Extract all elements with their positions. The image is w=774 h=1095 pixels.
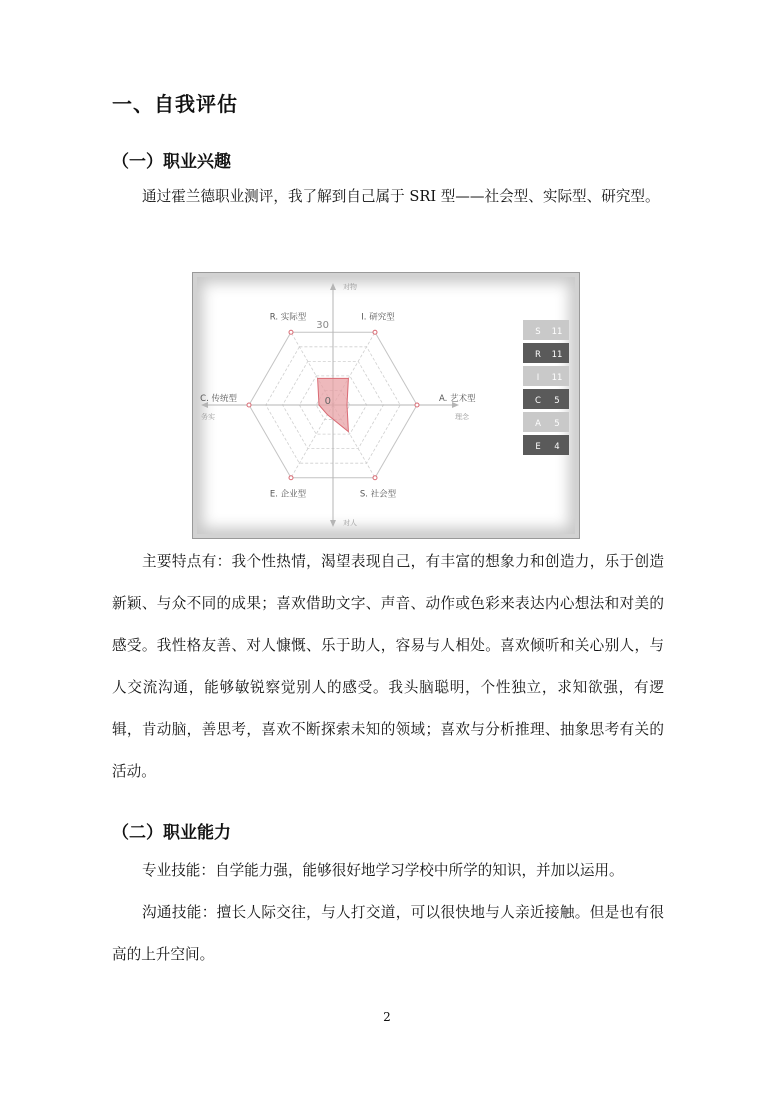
holland-radar-figure — [192, 272, 580, 539]
paragraph-communication-skill: 沟通技能：擅长人际交往，与人打交道，可以很快地与人亲近接触。但是也有很高的上升空间。 — [112, 904, 664, 963]
section-title-ability: （二）职业能力 — [112, 823, 231, 843]
legend-code: R — [535, 350, 541, 360]
vertex-dot — [373, 476, 377, 480]
legend-value: 11 — [551, 327, 563, 337]
page-heading: 一、自我评估 — [112, 92, 238, 116]
axis-label: A. 艺术型 — [439, 394, 476, 404]
direction-label-bottom: 对人 — [343, 519, 357, 527]
section-title-interest: （一）职业兴趣 — [112, 152, 231, 172]
legend-value: 11 — [551, 373, 563, 383]
paragraph-professional-skill: 专业技能：自学能力强，能够很好地学习学校中所学的知识，并加以运用。 — [142, 862, 624, 879]
legend-code: A — [535, 419, 541, 429]
legend-box — [523, 435, 569, 455]
grid-spoke — [291, 405, 333, 478]
radar-chart — [193, 273, 581, 540]
paragraph-intro: 通过霍兰德职业测评，我了解到自己属于 SRI 型——社会型、实际型、研究型。 — [142, 188, 660, 205]
tick-label: 0 — [324, 396, 331, 407]
legend-value: 5 — [554, 419, 560, 429]
vertex-dot — [373, 330, 377, 334]
legend-box — [523, 412, 569, 432]
axis-label: S. 社会型 — [359, 489, 397, 500]
axis-label: R. 实际型 — [269, 312, 307, 323]
axis-label: C. 传统型 — [200, 394, 237, 404]
legend-code: E — [535, 442, 541, 452]
legend-box — [523, 389, 569, 409]
arrow-up-icon — [330, 283, 336, 290]
direction-label-right: 理念 — [455, 413, 469, 421]
axis-label: E. 企业型 — [269, 489, 307, 500]
legend-value: 11 — [551, 350, 563, 360]
vertex-dot — [415, 403, 419, 407]
legend-code: S — [535, 327, 541, 337]
page-number: 2 — [383, 1010, 391, 1024]
paragraph-features: 主要特点有：我个性热情，渴望表现自己，有丰富的想象力和创造力，乐于创造新颖、与众不同的成果；喜欢借助文字、声音、动作或色彩来表达内心想法和对美的感受。我性格友善、对人慷慨、乐于助人，容易与人相处。喜欢倾听和关心别人，与人交流沟通，能够敏锐察觉别人的感受。我头脑聪明，个性独立，求知欲强，有逻辑，肯动脑，善思考，喜欢不断探索未知的领域；喜欢与分析推理、抽象思考有关的活动。 — [112, 553, 664, 780]
legend-code: I — [536, 373, 540, 383]
tick-label: 30 — [316, 320, 329, 331]
vertex-dot — [247, 403, 251, 407]
legend-value: 5 — [554, 396, 560, 406]
legend-value: 4 — [554, 442, 560, 452]
arrow-down-icon — [330, 520, 336, 527]
direction-label-left: 务实 — [201, 413, 215, 421]
direction-label-top: 对物 — [343, 283, 357, 291]
axis-label: I. 研究型 — [361, 312, 395, 323]
legend-code: C — [535, 396, 541, 406]
vertex-dot — [289, 330, 293, 334]
vertex-dot — [289, 476, 293, 480]
